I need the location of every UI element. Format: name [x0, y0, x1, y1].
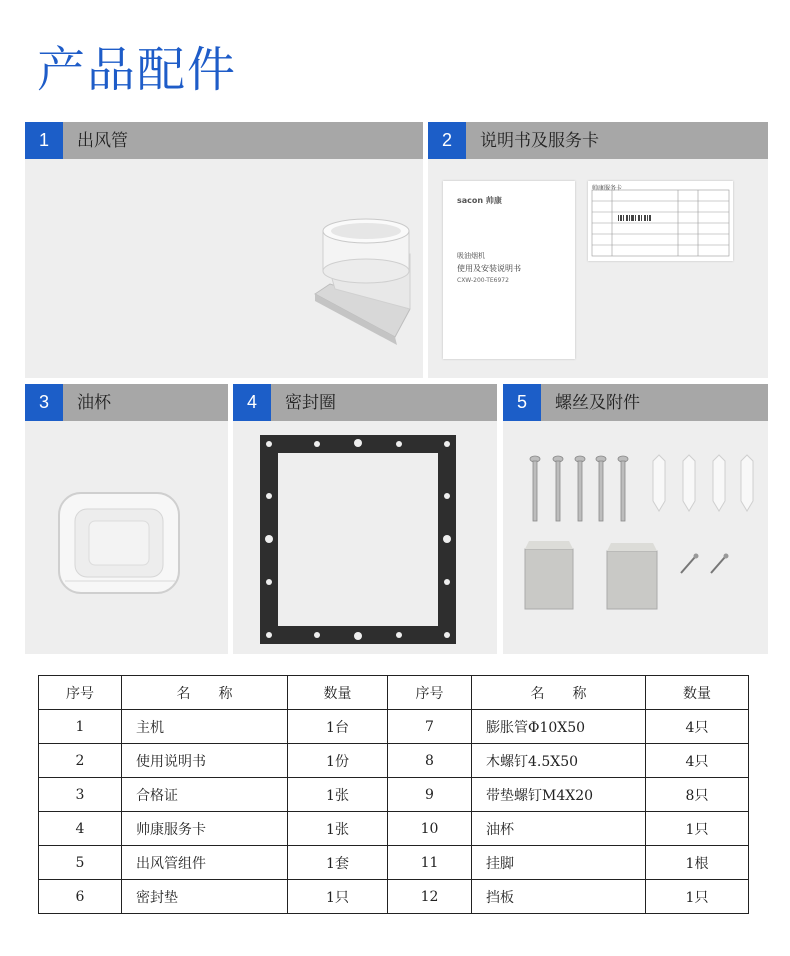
table-cell: 1只 [646, 880, 749, 914]
panel-number-badge: 5 [503, 384, 541, 421]
table-row [39, 812, 749, 846]
table-cell: 4 [39, 812, 122, 846]
outlet-pipe-image [25, 159, 423, 378]
table-row [39, 846, 749, 880]
gasket-image [233, 421, 497, 654]
table-cell: 3 [39, 778, 122, 812]
column-header: 数量 [288, 676, 388, 710]
table-cell: 11 [388, 846, 472, 880]
table-cell: 挡板 [472, 880, 646, 914]
panel-number-badge: 1 [25, 122, 63, 159]
table-cell: 1只 [288, 880, 388, 914]
column-header: 序号 [39, 676, 122, 710]
manual-brand: sacon 帅康 [457, 196, 502, 205]
panel-screws-fittings [503, 384, 768, 654]
screws-image [503, 421, 768, 654]
table-cell: 木螺钉4.5X50 [472, 744, 646, 778]
table-cell: 1台 [288, 710, 388, 744]
table-cell: 4只 [646, 744, 749, 778]
table-cell: 9 [388, 778, 472, 812]
table-cell: 10 [388, 812, 472, 846]
parts-table [38, 675, 749, 914]
oil-cup-image [25, 421, 228, 654]
panel-number-badge: 2 [428, 122, 466, 159]
panel-number-badge: 3 [25, 384, 63, 421]
panel-oil-cup [25, 384, 228, 654]
table-cell: 1只 [646, 812, 749, 846]
panel-title: 出风管 [77, 131, 128, 151]
panel-header [25, 122, 423, 159]
table-cell: 1张 [288, 812, 388, 846]
table-cell: 密封垫 [122, 880, 288, 914]
column-header: 名 称 [122, 676, 288, 710]
table-row [39, 880, 749, 914]
panel-title: 密封圈 [285, 393, 336, 413]
table-cell: 4只 [646, 710, 749, 744]
manual-model: CXW-200-TE6972 [457, 277, 509, 284]
table-cell: 1根 [646, 846, 749, 880]
page-title: 产品配件 [37, 42, 238, 98]
table-cell: 1份 [288, 744, 388, 778]
panel-header [233, 384, 497, 421]
table-cell: 膨胀管Φ10X50 [472, 710, 646, 744]
table-cell: 6 [39, 880, 122, 914]
table-cell: 2 [39, 744, 122, 778]
table-cell: 5 [39, 846, 122, 880]
manual-line1: 吸油烟机 [457, 252, 485, 260]
table-cell: 带垫螺钉M4X20 [472, 778, 646, 812]
panel-manual-service-card [428, 122, 768, 378]
panel-title: 螺丝及附件 [555, 393, 640, 413]
service-card-title: 帅康服务卡 [592, 185, 623, 192]
table-cell: 出风管组件 [122, 846, 288, 880]
table-cell: 油杯 [472, 812, 646, 846]
panel-header [503, 384, 768, 421]
table-cell: 帅康服务卡 [122, 812, 288, 846]
table-cell: 合格证 [122, 778, 288, 812]
column-header: 名 称 [472, 676, 646, 710]
table-cell: 1张 [288, 778, 388, 812]
table-cell: 1 [39, 710, 122, 744]
panel-number-badge: 4 [233, 384, 271, 421]
table-cell: 1套 [288, 846, 388, 880]
table-cell: 7 [388, 710, 472, 744]
panel-outlet-pipe [25, 122, 423, 378]
panel-title: 油杯 [77, 393, 111, 413]
table-row [39, 710, 749, 744]
table-cell: 挂脚 [472, 846, 646, 880]
table-row [39, 778, 749, 812]
table-row [39, 744, 749, 778]
table-cell: 使用说明书 [122, 744, 288, 778]
panel-title: 说明书及服务卡 [480, 131, 599, 151]
manual-line2: 使用及安装说明书 [457, 264, 521, 273]
table-cell: 主机 [122, 710, 288, 744]
column-header: 序号 [388, 676, 472, 710]
table-cell: 8只 [646, 778, 749, 812]
panel-header [25, 384, 228, 421]
manual-booklet [443, 181, 575, 359]
service-card [588, 181, 733, 261]
column-header: 数量 [646, 676, 749, 710]
table-header-row [39, 676, 749, 710]
table-cell: 12 [388, 880, 472, 914]
panel-sealing-gasket [233, 384, 497, 654]
table-cell: 8 [388, 744, 472, 778]
panel-header [428, 122, 768, 159]
